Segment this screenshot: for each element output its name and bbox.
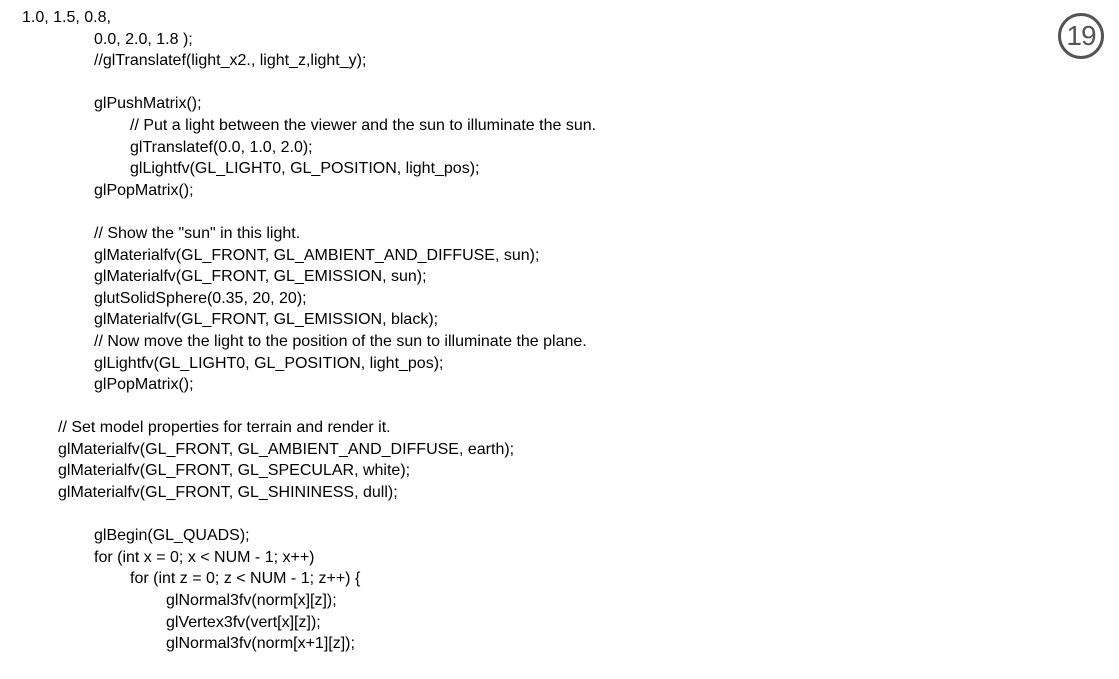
code-line: glLightfv(GL_LIGHT0, GL_POSITION, light_pos); [130,160,480,178]
code-line: glBegin(GL_QUADS); [94,527,250,545]
code-line: glutSolidSphere(0.35, 20, 20); [94,289,307,307]
blank-line [0,201,1040,223]
code-line: glMaterialfv(GL_FRONT, GL_SHININESS, dull); [58,484,398,502]
code-listing [0,7,1040,655]
code-line: glMaterialfv(GL_FRONT, GL_SPECULAR, white); [58,462,411,480]
code-line: glMaterialfv(GL_FRONT, GL_AMBIENT_AND_DIFFUSE, sun); [94,246,540,264]
blank-line [0,72,1040,94]
code-comment: // Put a light between the viewer and the sun to illuminate the sun. [130,116,597,134]
code-comment: // Now move the light to the position of the sun to illuminate the plane. [94,332,587,350]
code-line: glPushMatrix(); [94,95,202,113]
code-line: glLightfv(GL_LIGHT0, GL_POSITION, light_pos); [94,354,444,372]
code-line: glMaterialfv(GL_FRONT, GL_EMISSION, sun); [94,268,427,286]
code-line: //glTranslatef(light_x2., light_z,light_y); [94,52,367,70]
page-number-badge [1058,13,1104,59]
blank-line [0,396,1040,418]
code-line: glTranslatef(0.0, 1.0, 2.0); [130,138,313,156]
code-comment: // Show the "sun" in this light. [94,224,301,242]
blank-line [0,504,1040,526]
code-line: glPopMatrix(); [94,181,194,199]
code-line: 0.0, 2.0, 1.8 ); [94,30,193,48]
code-line: glPopMatrix(); [94,376,194,394]
code-line: for (int z = 0; z < NUM - 1; z++) { [130,570,361,588]
code-line: glNormal3fv(norm[x+1][z]); [166,635,355,653]
code-line: glVertex3fv(vert[x][z]); [166,613,321,631]
page-number: 19 [1066,20,1096,51]
code-line: 1.0, 1.5, 0.8, [22,9,111,26]
code-comment: // Set model properties for terrain and render it. [58,419,391,437]
code-line: glMaterialfv(GL_FRONT, GL_EMISSION, black); [94,311,439,329]
code-line: glNormal3fv(norm[x][z]); [166,592,337,610]
code-line: for (int x = 0; x < NUM - 1; x++) [94,548,315,566]
code-line: glMaterialfv(GL_FRONT, GL_AMBIENT_AND_DIFFUSE, earth); [58,440,515,458]
